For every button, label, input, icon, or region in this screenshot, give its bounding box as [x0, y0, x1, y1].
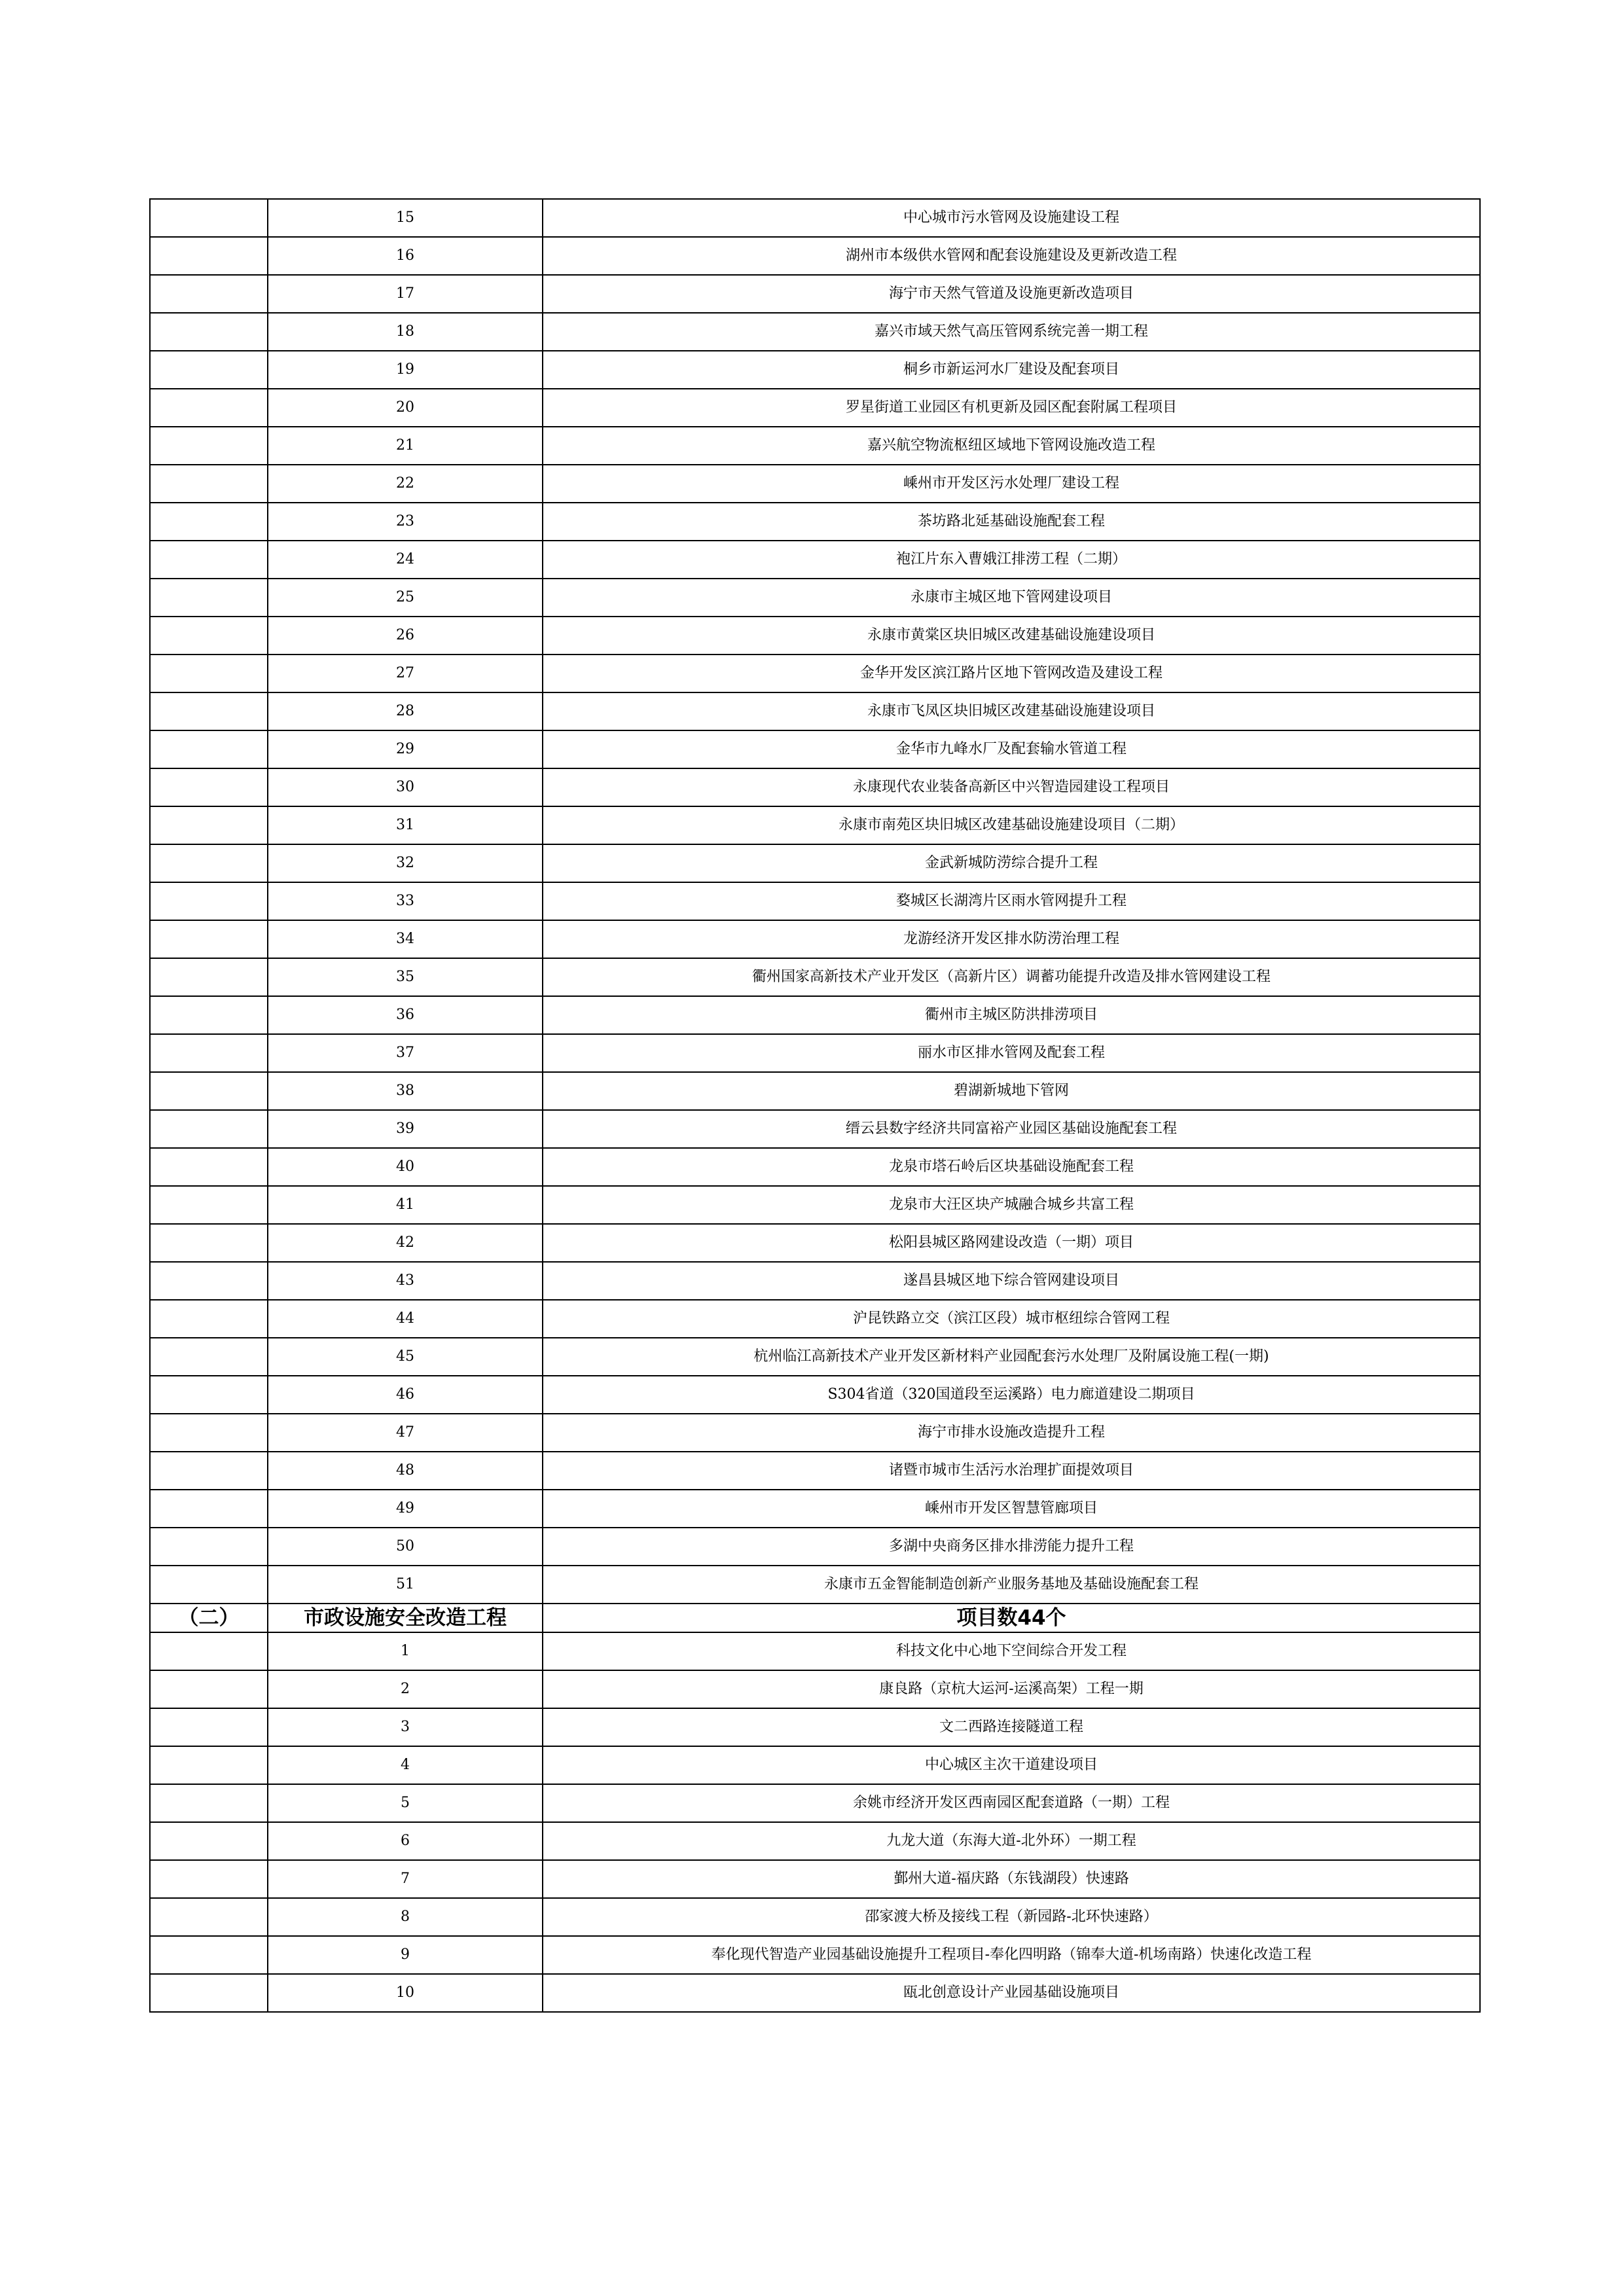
project-name: 邵家渡大桥及接线工程（新园路-北环快速路）	[543, 1898, 1480, 1936]
row-number: 36	[268, 996, 543, 1034]
table-row	[150, 313, 1480, 351]
table-row	[150, 1452, 1480, 1490]
table-row	[150, 1414, 1480, 1452]
project-name: 文二西路连接隧道工程	[543, 1708, 1480, 1746]
table-row	[150, 503, 1480, 541]
project-name: 松阳县城区路网建设改造（一期）项目	[543, 1224, 1480, 1262]
table-row	[150, 958, 1480, 996]
project-name: 龙游经济开发区排水防涝治理工程	[543, 920, 1480, 958]
table-row	[150, 1784, 1480, 1822]
empty-cell	[150, 692, 268, 730]
row-number: 49	[268, 1490, 543, 1528]
project-name: 嵊州市开发区智慧管廊项目	[543, 1490, 1480, 1528]
row-number: 15	[268, 199, 543, 237]
table-row	[150, 1708, 1480, 1746]
table-row	[150, 1860, 1480, 1898]
table-row	[150, 427, 1480, 465]
empty-cell	[150, 920, 268, 958]
empty-cell	[150, 1300, 268, 1338]
empty-cell	[150, 1224, 268, 1262]
row-number: 32	[268, 844, 543, 882]
table-row	[150, 768, 1480, 806]
project-name: 龙泉市塔石岭后区块基础设施配套工程	[543, 1148, 1480, 1186]
project-name: 茶坊路北延基础设施配套工程	[543, 503, 1480, 541]
table-row	[150, 1528, 1480, 1566]
row-number: 37	[268, 1034, 543, 1072]
table-row	[150, 389, 1480, 427]
project-name: 沪昆铁路立交（滨江区段）城市枢纽综合管网工程	[543, 1300, 1480, 1338]
project-name: 遂昌县城区地下综合管网建设项目	[543, 1262, 1480, 1300]
table-row	[150, 1898, 1480, 1936]
empty-cell	[150, 1708, 268, 1746]
project-name: 龙泉市大汪区块产城融合城乡共富工程	[543, 1186, 1480, 1224]
project-name: 桐乡市新运河水厂建设及配套项目	[543, 351, 1480, 389]
table-row	[150, 730, 1480, 768]
section-count: 项目数44个	[543, 1604, 1480, 1632]
empty-cell	[150, 275, 268, 313]
project-name: 海宁市天然气管道及设施更新改造项目	[543, 275, 1480, 313]
table-row	[150, 920, 1480, 958]
section-index: （二）	[150, 1604, 268, 1632]
project-name: 金华开发区滨江路片区地下管网改造及建设工程	[543, 655, 1480, 692]
empty-cell	[150, 655, 268, 692]
table-row	[150, 1490, 1480, 1528]
empty-cell	[150, 1898, 268, 1936]
section-row	[150, 1604, 1480, 1632]
row-number: 38	[268, 1072, 543, 1110]
empty-cell	[150, 503, 268, 541]
row-number: 23	[268, 503, 543, 541]
empty-cell	[150, 1376, 268, 1414]
row-number: 50	[268, 1528, 543, 1566]
table-row	[150, 1072, 1480, 1110]
row-number: 27	[268, 655, 543, 692]
project-table	[149, 198, 1481, 2013]
table-row	[150, 1338, 1480, 1376]
empty-cell	[150, 882, 268, 920]
table-row	[150, 1224, 1480, 1262]
row-number: 45	[268, 1338, 543, 1376]
empty-cell	[150, 389, 268, 427]
table-row	[150, 1566, 1480, 1604]
project-name: 金华市九峰水厂及配套输水管道工程	[543, 730, 1480, 768]
row-number: 10	[268, 1974, 543, 2012]
row-number: 46	[268, 1376, 543, 1414]
table-row	[150, 1974, 1480, 2012]
project-name: 九龙大道（东海大道-北外环）一期工程	[543, 1822, 1480, 1860]
row-number: 20	[268, 389, 543, 427]
project-name: 嘉兴航空物流枢纽区域地下管网设施改造工程	[543, 427, 1480, 465]
table-row	[150, 237, 1480, 275]
row-number: 24	[268, 541, 543, 579]
table-row	[150, 1148, 1480, 1186]
table-row	[150, 806, 1480, 844]
row-number: 30	[268, 768, 543, 806]
table-row	[150, 655, 1480, 692]
project-name: 瓯北创意设计产业园基础设施项目	[543, 1974, 1480, 2012]
project-name: 永康市南苑区块旧城区改建基础设施建设项目（二期）	[543, 806, 1480, 844]
table-row	[150, 465, 1480, 503]
section-title: 市政设施安全改造工程	[268, 1604, 543, 1632]
table-row	[150, 199, 1480, 237]
empty-cell	[150, 844, 268, 882]
project-name: 永康市黄棠区块旧城区改建基础设施建设项目	[543, 617, 1480, 655]
row-number: 48	[268, 1452, 543, 1490]
table-row	[150, 882, 1480, 920]
empty-cell	[150, 1566, 268, 1604]
table-row	[150, 996, 1480, 1034]
row-number: 35	[268, 958, 543, 996]
empty-cell	[150, 579, 268, 617]
empty-cell	[150, 427, 268, 465]
table-row	[150, 1110, 1480, 1148]
empty-cell	[150, 958, 268, 996]
project-name: 奉化现代智造产业园基础设施提升工程项目-奉化四明路（锦奉大道-机场南路）快速化改造工程	[543, 1936, 1480, 1974]
row-number: 25	[268, 579, 543, 617]
project-name: S304省道（320国道段至运溪路）电力廊道建设二期项目	[543, 1376, 1480, 1414]
table-row	[150, 1670, 1480, 1708]
empty-cell	[150, 1452, 268, 1490]
table-row	[150, 1186, 1480, 1224]
empty-cell	[150, 1262, 268, 1300]
project-name: 海宁市排水设施改造提升工程	[543, 1414, 1480, 1452]
project-name: 嘉兴市域天然气高压管网系统完善一期工程	[543, 313, 1480, 351]
table-row	[150, 1034, 1480, 1072]
project-group-b	[150, 1632, 1480, 2012]
empty-cell	[150, 237, 268, 275]
project-name: 罗星街道工业园区有机更新及园区配套附属工程项目	[543, 389, 1480, 427]
empty-cell	[150, 1670, 268, 1708]
empty-cell	[150, 768, 268, 806]
row-number: 28	[268, 692, 543, 730]
row-number: 2	[268, 1670, 543, 1708]
row-number: 51	[268, 1566, 543, 1604]
project-name: 诸暨市城市生活污水治理扩面提效项目	[543, 1452, 1480, 1490]
project-name: 碧湖新城地下管网	[543, 1072, 1480, 1110]
table-row	[150, 1632, 1480, 1670]
empty-cell	[150, 1784, 268, 1822]
row-number: 29	[268, 730, 543, 768]
empty-cell	[150, 1148, 268, 1186]
row-number: 5	[268, 1784, 543, 1822]
row-number: 21	[268, 427, 543, 465]
row-number: 34	[268, 920, 543, 958]
row-number: 19	[268, 351, 543, 389]
empty-cell	[150, 1490, 268, 1528]
project-name: 嵊州市开发区污水处理厂建设工程	[543, 465, 1480, 503]
project-name: 杭州临江高新技术产业开发区新材料产业园配套污水处理厂及附属设施工程(一期)	[543, 1338, 1480, 1376]
section-header-b	[150, 1604, 1480, 1632]
empty-cell	[150, 541, 268, 579]
project-name: 金武新城防涝综合提升工程	[543, 844, 1480, 882]
row-number: 6	[268, 1822, 543, 1860]
row-number: 44	[268, 1300, 543, 1338]
table-row	[150, 1376, 1480, 1414]
project-name: 中心城区主次干道建设项目	[543, 1746, 1480, 1784]
project-name: 衢州市主城区防洪排涝项目	[543, 996, 1480, 1034]
table-row	[150, 1300, 1480, 1338]
row-number: 1	[268, 1632, 543, 1670]
project-name: 婺城区长湖湾片区雨水管网提升工程	[543, 882, 1480, 920]
table-row	[150, 1936, 1480, 1974]
empty-cell	[150, 1860, 268, 1898]
row-number: 43	[268, 1262, 543, 1300]
empty-cell	[150, 1034, 268, 1072]
project-name: 衢州国家高新技术产业开发区（高新片区）调蓄功能提升改造及排水管网建设工程	[543, 958, 1480, 996]
empty-cell	[150, 1528, 268, 1566]
row-number: 22	[268, 465, 543, 503]
row-number: 26	[268, 617, 543, 655]
table-row	[150, 1746, 1480, 1784]
empty-cell	[150, 1338, 268, 1376]
project-name: 永康市五金智能制造创新产业服务基地及基础设施配套工程	[543, 1566, 1480, 1604]
empty-cell	[150, 617, 268, 655]
empty-cell	[150, 1936, 268, 1974]
project-name: 湖州市本级供水管网和配套设施建设及更新改造工程	[543, 237, 1480, 275]
empty-cell	[150, 1632, 268, 1670]
empty-cell	[150, 199, 268, 237]
table-row	[150, 275, 1480, 313]
empty-cell	[150, 1746, 268, 1784]
empty-cell	[150, 1822, 268, 1860]
empty-cell	[150, 996, 268, 1034]
row-number: 39	[268, 1110, 543, 1148]
empty-cell	[150, 1186, 268, 1224]
row-number: 7	[268, 1860, 543, 1898]
empty-cell	[150, 730, 268, 768]
empty-cell	[150, 1072, 268, 1110]
empty-cell	[150, 1974, 268, 2012]
project-name: 永康市飞凤区块旧城区改建基础设施建设项目	[543, 692, 1480, 730]
project-name: 多湖中央商务区排水排涝能力提升工程	[543, 1528, 1480, 1566]
project-group-a	[150, 199, 1480, 1604]
table-row	[150, 541, 1480, 579]
table-row	[150, 692, 1480, 730]
project-name: 缙云县数字经济共同富裕产业园区基础设施配套工程	[543, 1110, 1480, 1148]
row-number: 41	[268, 1186, 543, 1224]
project-name: 余姚市经济开发区西南园区配套道路（一期）工程	[543, 1784, 1480, 1822]
project-name: 鄞州大道-福庆路（东钱湖段）快速路	[543, 1860, 1480, 1898]
table-row	[150, 579, 1480, 617]
empty-cell	[150, 351, 268, 389]
row-number: 31	[268, 806, 543, 844]
empty-cell	[150, 806, 268, 844]
row-number: 17	[268, 275, 543, 313]
row-number: 33	[268, 882, 543, 920]
project-name: 永康市主城区地下管网建设项目	[543, 579, 1480, 617]
project-name: 袍江片东入曹娥江排涝工程（二期）	[543, 541, 1480, 579]
empty-cell	[150, 1414, 268, 1452]
row-number: 3	[268, 1708, 543, 1746]
project-name: 科技文化中心地下空间综合开发工程	[543, 1632, 1480, 1670]
empty-cell	[150, 465, 268, 503]
row-number: 42	[268, 1224, 543, 1262]
row-number: 47	[268, 1414, 543, 1452]
table-row	[150, 1262, 1480, 1300]
row-number: 40	[268, 1148, 543, 1186]
row-number: 4	[268, 1746, 543, 1784]
empty-cell	[150, 313, 268, 351]
table-row	[150, 617, 1480, 655]
empty-cell	[150, 1110, 268, 1148]
project-name: 丽水市区排水管网及配套工程	[543, 1034, 1480, 1072]
row-number: 16	[268, 237, 543, 275]
row-number: 18	[268, 313, 543, 351]
table-row	[150, 1822, 1480, 1860]
table-row	[150, 351, 1480, 389]
project-name: 康良路（京杭大运河-运溪高架）工程一期	[543, 1670, 1480, 1708]
table-row	[150, 844, 1480, 882]
row-number: 9	[268, 1936, 543, 1974]
project-name: 中心城市污水管网及设施建设工程	[543, 199, 1480, 237]
row-number: 8	[268, 1898, 543, 1936]
project-name: 永康现代农业装备高新区中兴智造园建设工程项目	[543, 768, 1480, 806]
